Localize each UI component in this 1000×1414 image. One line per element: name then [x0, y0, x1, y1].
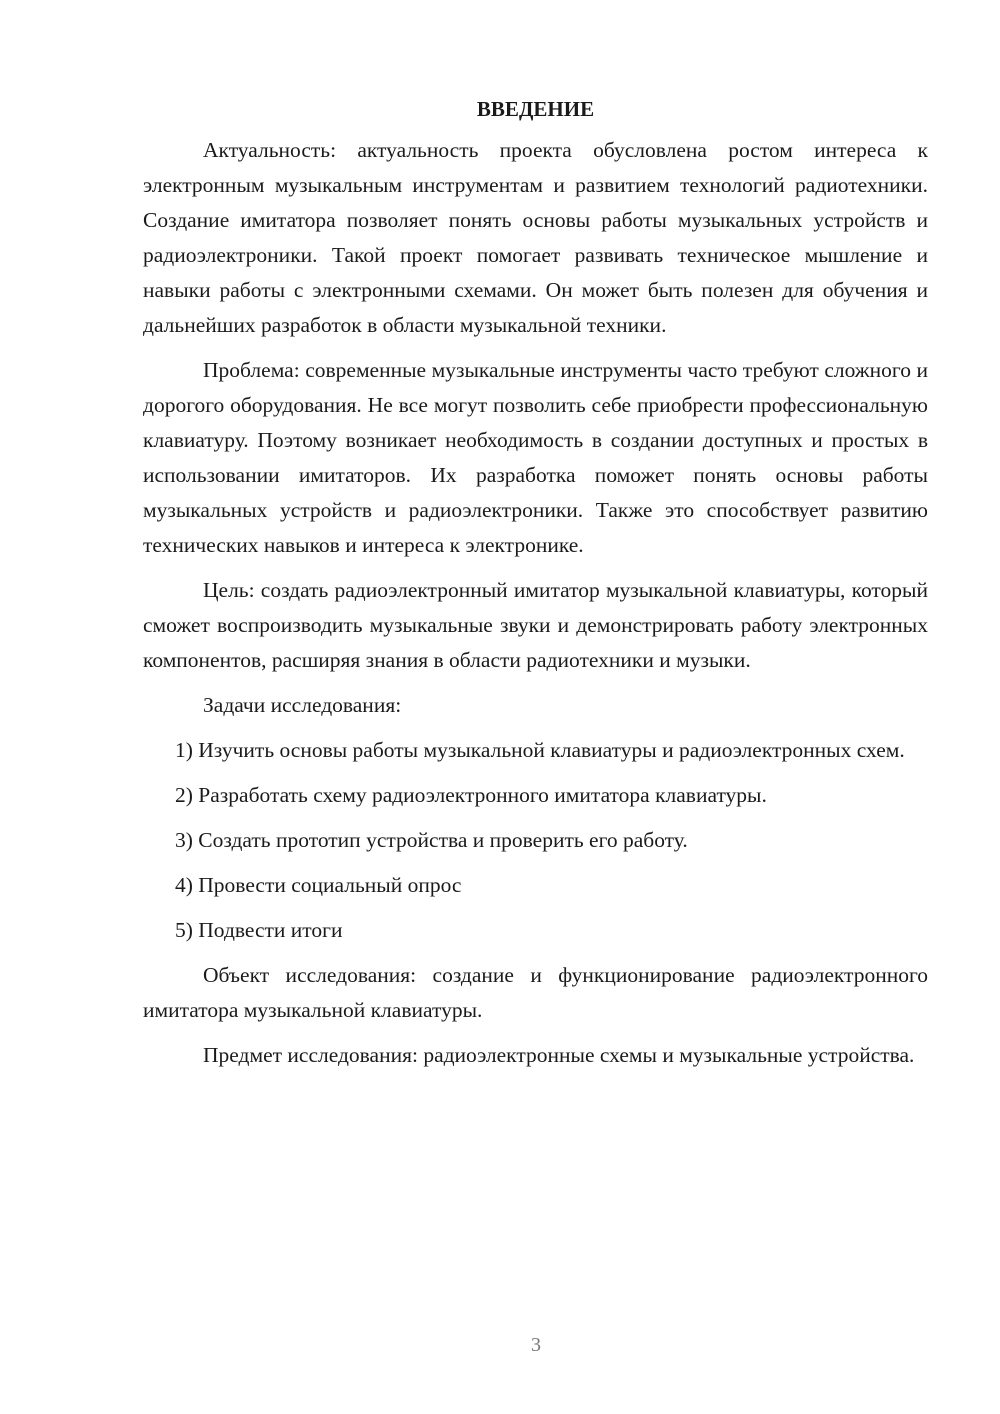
problem-paragraph: Проблема: современные музыкальные инструменты часто требуют сложного и дорогого оборудования. Не все могут позволить себе приобрести профессиональную клавиатуру. Поэтому возникает необходимость в создании доступных и простых в использовании имитаторов. Их разработка поможет понять основы работы музыкальных устройств и радиоэлектроники. Также это способствует развитию технических навыков и интереса к электронике.	[143, 358, 928, 557]
task-item-1: 1) Изучить основы работы музыкальной клавиатуры и радиоэлектронных схем.	[175, 738, 905, 762]
task-item-4: 4) Провести социальный опрос	[175, 873, 462, 897]
task-item-2: 2) Разработать схему радиоэлектронного имитатора клавиатуры.	[175, 783, 767, 807]
object-paragraph: Объект исследования: создание и функционирование радиоэлектронного имитатора музыкальной клавиатуры.	[143, 963, 928, 1022]
tasks-title: Задачи исследования:	[203, 693, 402, 717]
section-heading: ВВЕДЕНИЕ	[476, 97, 595, 121]
page-number: 3	[531, 1334, 541, 1356]
goal-paragraph: Цель: создать радиоэлектронный имитатор музыкальной клавиатуры, который сможет воспроизводить музыкальные звуки и демонстрировать работу электронных компонентов, расширяя знания в области радиотехники и музыки.	[143, 578, 928, 672]
subject-paragraph: Предмет исследования: радиоэлектронные схемы и музыкальные устройства.	[203, 1043, 915, 1067]
document-page	[143, 92, 928, 1073]
relevance-paragraph: Актуальность: актуальность проекта обусловлена ростом интереса к электронным музыкальным инструментам и развитием технологий радиотехники. Создание имитатора позволяет понять основы работы музыкальных устройств и радиоэлектроники. Такой проект помогает развивать техническое мышление и навыки работы с электронными схемами. Он может быть полезен для обучения и дальнейших разработок в области музыкальной техники.	[143, 138, 928, 337]
task-item-5: 5) Подвести итоги	[175, 918, 343, 942]
task-item-3: 3) Создать прототип устройства и проверить его работу.	[175, 828, 688, 852]
